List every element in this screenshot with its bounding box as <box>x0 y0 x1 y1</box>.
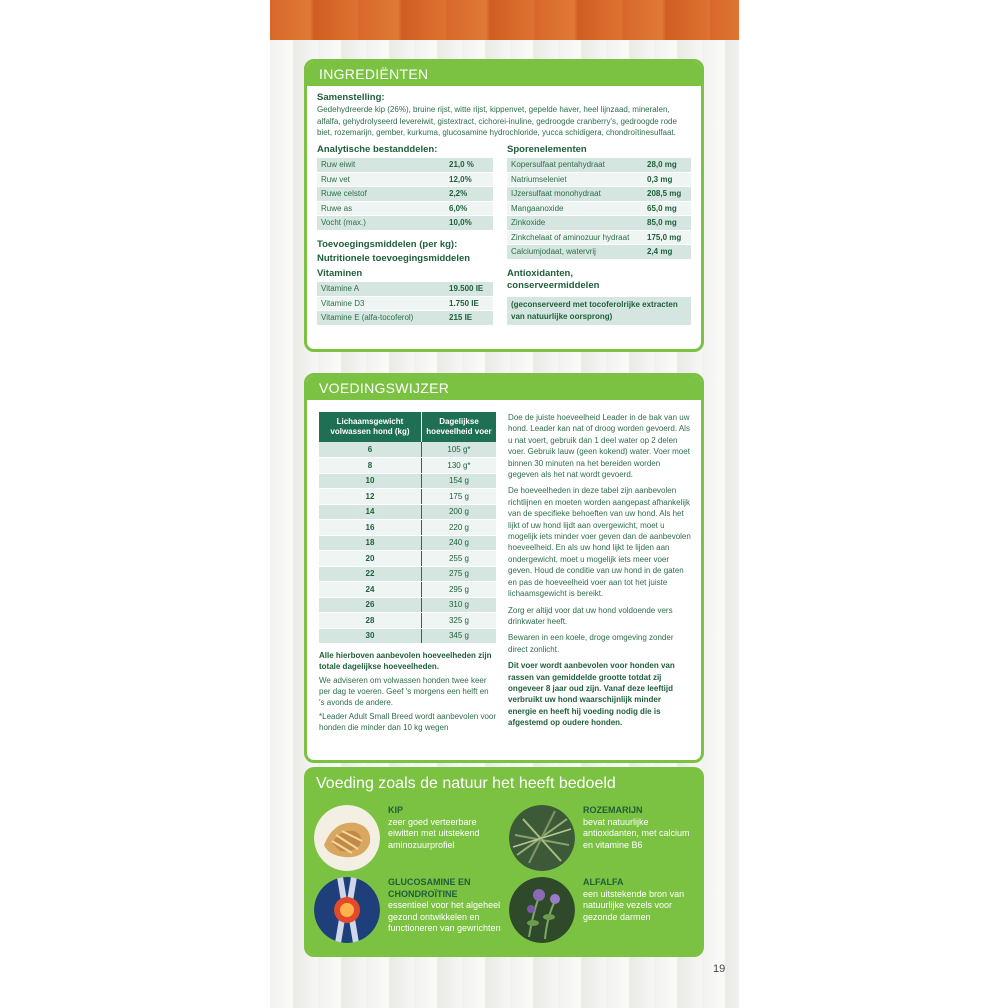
trace-heading: Sporenelementen <box>507 143 587 155</box>
ingredient-description: zeer goed verteerbare eiwitten met uitstekend aminozuurprofiel <box>388 816 480 850</box>
weight-cell: 14 <box>319 504 421 520</box>
ingredient-name: ALFALFA <box>583 877 624 887</box>
weight-cell: 10 <box>319 473 421 489</box>
amount-cell: 275 g <box>421 566 496 582</box>
vitamin-value: 215 IE <box>445 311 493 326</box>
orange-header-strip <box>270 0 739 40</box>
vitamin-value: 1.750 IE <box>445 296 493 311</box>
chicken-icon <box>314 805 380 871</box>
table-row <box>317 201 493 216</box>
ingredient-rosemary <box>509 805 699 871</box>
analytic-value: 21,0 % <box>445 158 493 173</box>
table-row <box>319 613 496 629</box>
composition-heading: Samenstelling: <box>317 92 385 103</box>
analytic-label: Ruwe celstof <box>317 187 445 202</box>
vitamin-label: Vitamine E (alfa-tocoferol) <box>317 311 445 326</box>
trace-value: 208,5 mg <box>643 187 691 202</box>
trace-value: 65,0 mg <box>643 201 691 216</box>
amount-cell: 240 g <box>421 535 496 551</box>
analytic-heading: Analytische bestanddelen: <box>317 143 438 155</box>
vitamin-label: Vitamine D3 <box>317 296 445 311</box>
weight-cell: 20 <box>319 551 421 567</box>
amount-cell: 255 g <box>421 551 496 567</box>
table-row <box>507 245 691 260</box>
amount-cell: 345 g <box>421 628 496 644</box>
additives-heading: Toevoegingsmiddelen (per kg): <box>317 238 458 250</box>
table-row <box>319 442 496 458</box>
amount-cell: 105 g* <box>421 442 496 458</box>
total-amount-note: Alle hierboven aanbevolen hoeveelheden zijn totale dagelijkse hoeveelheden. <box>319 651 492 671</box>
age-recommendation-paragraph: Dit voer wordt aanbevolen voor honden van rassen van gemiddelde grootte totdat zij ongeveer 8 jaar oud zijn. Vanaf deze leeftijd verbruikt uw hond waarschijnlijk minder energie en heeft hij voeding nodig die is afgestemd op oudere honden. <box>508 661 675 728</box>
instructions-paragraph: Doe de juiste hoeveelheid Leader in de bak van uw hond. Leader kan nat of droog worden gevoerd. Als u nat voert, gebruik dan 1 deel water op 2 delen voer. Gebruik lauw (geen kokend) water. Voer moet binnen 30 minuten na het bereiden worden gegeven als het nat wordt gevoerd. <box>508 413 690 480</box>
table-row <box>319 551 496 567</box>
analytic-value: 10,0% <box>445 216 493 231</box>
table-row <box>317 187 493 202</box>
weight-cell: 6 <box>319 442 421 458</box>
ingredient-alfalfa <box>509 877 699 943</box>
analytic-table <box>317 158 493 231</box>
nature-panel <box>304 767 704 957</box>
analytic-column <box>317 144 493 326</box>
trace-value: 175,0 mg <box>643 230 691 245</box>
storage-paragraph: Bewaren in een koele, droge omgeving zonder direct zonlicht. <box>508 633 674 654</box>
amount-cell: 175 g <box>421 489 496 505</box>
amount-cell: 130 g* <box>421 458 496 474</box>
table-row <box>319 520 496 536</box>
table-row <box>317 311 493 326</box>
table-row <box>507 216 691 231</box>
amount-cell: 325 g <box>421 613 496 629</box>
analytic-label: Vocht (max.) <box>317 216 445 231</box>
table-row <box>319 566 496 582</box>
table-row <box>507 172 691 187</box>
analytic-value: 2,2% <box>445 187 493 202</box>
ingredients-panel <box>304 59 704 352</box>
weight-cell: 8 <box>319 458 421 474</box>
ingredients-title: INGREDIËNTEN <box>307 62 701 86</box>
trace-value: 85,0 mg <box>643 216 691 231</box>
weight-cell: 30 <box>319 628 421 644</box>
trace-table <box>507 158 691 260</box>
vitamin-label: Vitamine A <box>317 282 445 297</box>
table-row <box>319 535 496 551</box>
preservatives-heading: conserveermiddelen <box>507 279 600 291</box>
table-row <box>319 628 496 644</box>
amount-column-header: Dagelijkse hoeveelheid voer <box>421 412 496 442</box>
ingredient-glucosamine <box>314 877 504 943</box>
analytic-label: Ruwe as <box>317 201 445 216</box>
weight-cell: 16 <box>319 520 421 536</box>
vitamins-table <box>317 282 493 326</box>
table-row <box>317 158 493 173</box>
table-row <box>319 489 496 505</box>
trace-label: Mangaanoxide <box>507 201 643 216</box>
nutritional-additives-heading: Nutritionele toevoegingsmiddelen <box>317 252 471 264</box>
ingredient-name: KIP <box>388 805 404 815</box>
table-row <box>317 282 493 297</box>
amount-cell: 220 g <box>421 520 496 536</box>
small-breed-note: *Leader Adult Small Breed wordt aanbevolen voor honden die minder dan 10 kg wegen <box>319 712 496 732</box>
weight-cell: 22 <box>319 566 421 582</box>
page-number: 19 <box>713 963 726 975</box>
table-row <box>507 201 691 216</box>
trace-label: Kopersulfaat pentahydraat <box>507 158 643 173</box>
amount-cell: 200 g <box>421 504 496 520</box>
antioxidants-heading: Antioxidanten, <box>507 267 573 279</box>
weight-cell: 28 <box>319 613 421 629</box>
preservation-note: (geconserveerd met tocoferolrijke extracten van natuurlijke oorsprong) <box>507 297 691 325</box>
table-row <box>317 216 493 231</box>
weight-cell: 24 <box>319 582 421 598</box>
amount-cell: 310 g <box>421 597 496 613</box>
ingredient-description: een uitstekende bron van natuurlijke vezels voor gezonde darmen <box>583 888 685 922</box>
table-row <box>319 458 496 474</box>
table-row <box>319 582 496 598</box>
table-row <box>319 597 496 613</box>
feeding-title: VOEDINGSWIJZER <box>307 376 701 400</box>
trace-label: Zinkoxide <box>507 216 643 231</box>
ingredient-name: GLUCOSAMINE EN CHONDROÏTINE <box>388 877 471 899</box>
feeding-table <box>319 412 496 644</box>
trace-label: IJzersulfaat monohydraat <box>507 187 643 202</box>
rosemary-icon <box>509 805 575 871</box>
composition-text: Gedehydreerde kip (26%), bruine rijst, witte rijst, kippenvet, gepelde haver, heel lijnzaad, mineralen, alfalfa, gehydrolyseerd levereiwit, gistextract, cichorei-inuline, gedroogde cranberry's, gedroogde rode biet, rozemarijn, gember, kurkuma, glucosamine hydrochloride, yucca schidigera, chondroïtinesulfaat. <box>317 105 677 137</box>
trace-value: 2,4 mg <box>643 245 691 260</box>
alfalfa-icon <box>509 877 575 943</box>
joint-icon <box>314 877 380 943</box>
analytic-label: Ruw vet <box>317 172 445 187</box>
weight-cell: 12 <box>319 489 421 505</box>
weight-cell: 18 <box>319 535 421 551</box>
table-row <box>507 187 691 202</box>
feeding-guide-panel <box>304 373 704 763</box>
amount-cell: 295 g <box>421 582 496 598</box>
analytic-value: 6,0% <box>445 201 493 216</box>
vitamins-heading: Vitaminen <box>317 267 363 279</box>
table-row <box>317 296 493 311</box>
analytic-value: 12,0% <box>445 172 493 187</box>
trace-label: Natriumseleniet <box>507 172 643 187</box>
guidelines-paragraph: De hoeveelheden in deze tabel zijn aanbevolen richtlijnen en moeten worden aangepast afhankelijk van de specifieke behoeften van uw hond. Als het lijkt of uw hond lijdt aan overgewicht, moet u mogelijk iets minder voer geven dan de aanbevolen hoeveelheid. En als uw hond lijkt te lijden aan ondergewicht, moet u mogelijk iets meer voer geven. Houd de conditie van uw hond in de gaten en pas de hoeveelheid voer aan tot het juiste lichaamsgewicht is bereikt. <box>508 486 691 599</box>
trace-value: 0,3 mg <box>643 172 691 187</box>
nature-title: Voeding zoals de natuur het heeft bedoeld <box>316 775 616 792</box>
ingredient-description: essentieel voor het algeheel gezond ontwikkelen en functioneren van gewrichten <box>388 900 501 933</box>
table-row <box>317 172 493 187</box>
feeding-instructions <box>508 412 691 734</box>
trace-column <box>507 144 691 326</box>
table-row <box>507 230 691 245</box>
weight-column-header: Lichaamsgewicht volwassen hond (kg) <box>319 412 421 442</box>
trace-value: 28,0 mg <box>643 158 691 173</box>
weight-cell: 26 <box>319 597 421 613</box>
table-row <box>319 473 496 489</box>
table-row <box>507 158 691 173</box>
ingredient-chicken <box>314 805 504 871</box>
water-paragraph: Zorg er altijd voor dat uw hond voldoende vers drinkwater heeft. <box>508 605 673 626</box>
analytic-label: Ruw eiwit <box>317 158 445 173</box>
twice-daily-note: We adviseren om volwassen honden twee keer per dag te voeren. Geef 's morgens een helft en 's avonds de andere. <box>319 676 489 707</box>
table-row <box>319 504 496 520</box>
trace-label: Zinkchelaat of aminozuur hydraat <box>507 230 643 245</box>
brochure-page <box>270 0 739 1008</box>
ingredient-description: bevat natuurlijke antioxidanten, met calcium en vitamine B6 <box>583 816 690 850</box>
trace-label: Calciumjodaat, watervrij <box>507 245 643 260</box>
amount-cell: 154 g <box>421 473 496 489</box>
vitamin-value: 19.500 IE <box>445 282 493 297</box>
ingredient-name: ROZEMARIJN <box>583 805 643 815</box>
